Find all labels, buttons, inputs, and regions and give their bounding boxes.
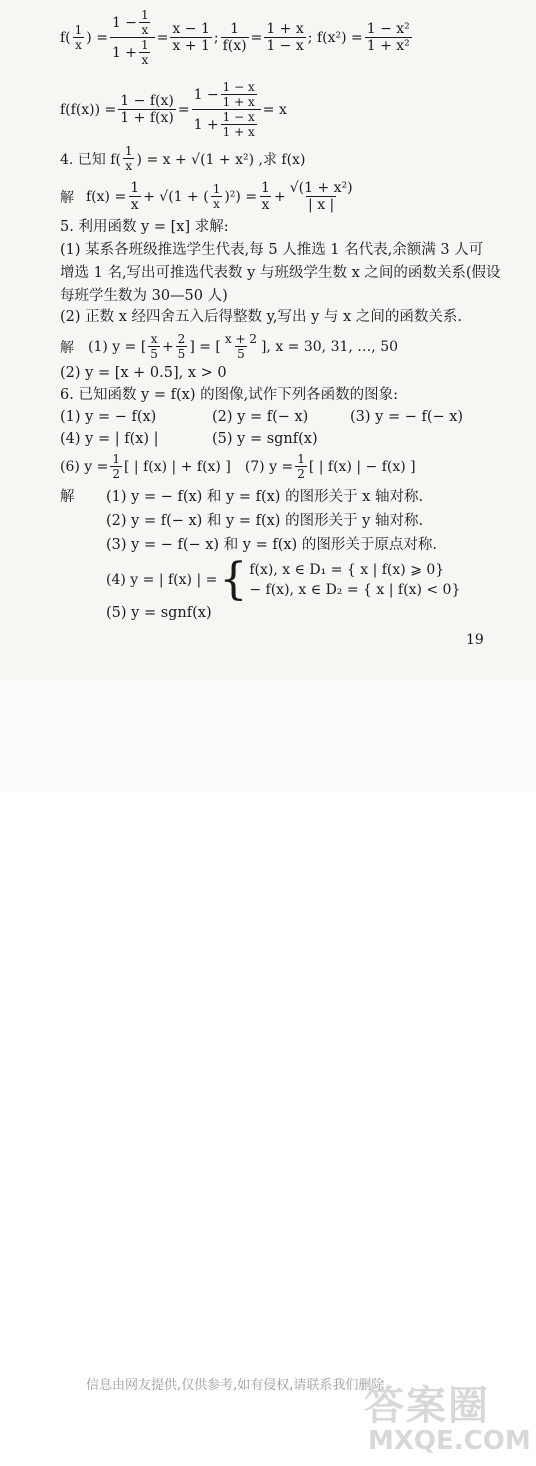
- question-5-solution-1: 解 (1) y = [ $\frac{x}{5}$ + $\frac{2}{5}$ ] = [ $\frac{x + 2}{5}$ ], x = 30, 31, …, 50: [60, 332, 399, 361]
- equation-row-1: f( $\frac{1}{x}$ ) = 1 − $\frac{1}{x}$ 1 + $\frac{1}{x}$ = $\frac{x - 1}{x + 1}$ ; $\frac{1}{f(x)}$ = $\frac{1 + x}{1 - x}$ ; f(x²) = $\frac{\text{1 − x²}}{\text{1 + x²}}$: [60, 8, 410, 67]
- fraction: $\frac{1}{x}$: [74, 23, 83, 52]
- question-6-solution-2: (2) y = f(− x) 和 y = f(x) 的图形关于 y 轴对称.: [106, 513, 424, 529]
- page-number: 19: [466, 632, 484, 648]
- question-5-part-1-cont: 每班学生数为 30—50 人): [60, 288, 228, 304]
- footer: [0, 680, 536, 1456]
- question-6-title: 6. 已知函数 y = f(x) 的图像,试作下列各函数的图象:: [60, 387, 399, 403]
- question-5-title: 5. 利用函数 y = [x] 求解:: [60, 219, 229, 235]
- fraction: $\frac{\text{√(1 + x²)}}{| x |}$: [289, 180, 353, 213]
- question-6-item: (3) y = − f(− x): [350, 409, 464, 425]
- question-4-solution: 解 f(x) = $\frac{1}{x}$ + √(1 + ( $\frac{1}{x}$ )²) = $\frac{1}{x}$ + $\frac{\text{√(1 + x²)}}{| x |}$: [60, 180, 353, 213]
- disclaimer-text: 信息由网友提供,仅供参考,如有侵权,请联系我们删除.: [86, 1378, 389, 1393]
- fraction: $\frac{x + 2}{5}$: [224, 332, 257, 361]
- question-6-item: (2) y = f(− x): [212, 409, 309, 425]
- fraction: $\frac{1}{x}$: [130, 180, 140, 213]
- fraction: $\frac{2}{5}$: [177, 332, 186, 361]
- compound-fraction: 1 − $\frac{1 - x}{1 + x}$ 1 + $\frac{1 - x}{1 + x}$: [192, 80, 261, 139]
- fraction: $\frac{1}{x}$: [212, 182, 221, 211]
- piecewise-cases: f(x), x ∈ D₁ = { x | f(x) ⩾ 0} − f(x), x ∈ D₂ = { x | f(x) < 0}: [249, 562, 461, 598]
- question-6-solution-3: (3) y = − f(− x) 和 y = f(x) 的图形关于原点对称.: [106, 537, 437, 553]
- question-5-part-2: (2) 正数 x 经四舍五入后得整数 y,写出 y 与 x 之间的函数关系.: [60, 309, 462, 325]
- fraction: $\frac{1}{2}$: [297, 452, 305, 481]
- fraction: $\frac{1 - f(x)}{1 + f(x)}$: [120, 93, 174, 126]
- question-6-item: (5) y = sgnf(x): [212, 431, 318, 447]
- watermark-site: MXQE.COM: [368, 1426, 531, 1456]
- fraction: $\frac{1}{2}$: [112, 452, 121, 481]
- solution-label: 解: [60, 489, 75, 505]
- fraction: $\frac{1}{f(x)}$: [222, 21, 247, 54]
- question-6-solution-5: (5) y = sgnf(x): [106, 605, 212, 621]
- question-5-part-1-cont: 增选 1 名,写出可推选代表数 y 与班级学生数 x 之间的函数关系(假设: [60, 265, 501, 281]
- fraction: $\frac{\text{1 − x²}}{\text{1 + x²}}$: [366, 21, 410, 54]
- question-6-item-row3: (6) y = $\frac{1}{2}$ [ | f(x) | + f(x) ] (7) y = $\frac{1}{2}$ [ | f(x) | − f(x) ]: [60, 452, 416, 481]
- left-brace: {: [219, 554, 248, 605]
- watermark-title: 答案圈: [364, 1383, 490, 1429]
- question-4: 4. 已知 f( $\frac{1}{x}$ ) = x + √(1 + x²) ,求 f(x): [60, 144, 306, 173]
- fraction: $\frac{1 + x}{1 - x}$: [266, 21, 304, 54]
- question-5-part-1: (1) 某系各班级推选学生代表,每 5 人推选 1 名代表,余额满 3 人可: [60, 242, 484, 258]
- fraction: $\frac{1}{x}$: [261, 180, 270, 213]
- compound-fraction: 1 − $\frac{1}{x}$ 1 + $\frac{1}{x}$: [110, 8, 155, 67]
- scanned-page: [0, 0, 536, 680]
- watermark-logo: [364, 1374, 530, 1466]
- fraction: $\frac{1}{x}$: [124, 144, 133, 173]
- fraction: $\frac{x - 1}{x + 1}$: [172, 21, 210, 54]
- question-5-solution-2: (2) y = [x + 0.5], x > 0: [60, 365, 227, 381]
- fraction: $\frac{x}{5}$: [150, 332, 158, 361]
- question-6-item: (4) y = | f(x) |: [60, 431, 159, 447]
- question-6-solution-4: (4) y = | f(x) | = { f(x), x ∈ D₁ = { x | f(x) ⩾ 0} − f(x), x ∈ D₂ = { x | f(x) < 0}: [106, 554, 461, 605]
- question-6-solution-1: (1) y = − f(x) 和 y = f(x) 的图形关于 x 轴对称.: [106, 489, 424, 505]
- question-6-item: (1) y = − f(x): [60, 409, 157, 425]
- equation-row-2: f(f(x)) = $\frac{1 - f(x)}{1 + f(x)}$ = 1 − $\frac{1 - x}{1 + x}$ 1 + $\frac{1 - x}{1 + x}$ = x: [60, 80, 287, 139]
